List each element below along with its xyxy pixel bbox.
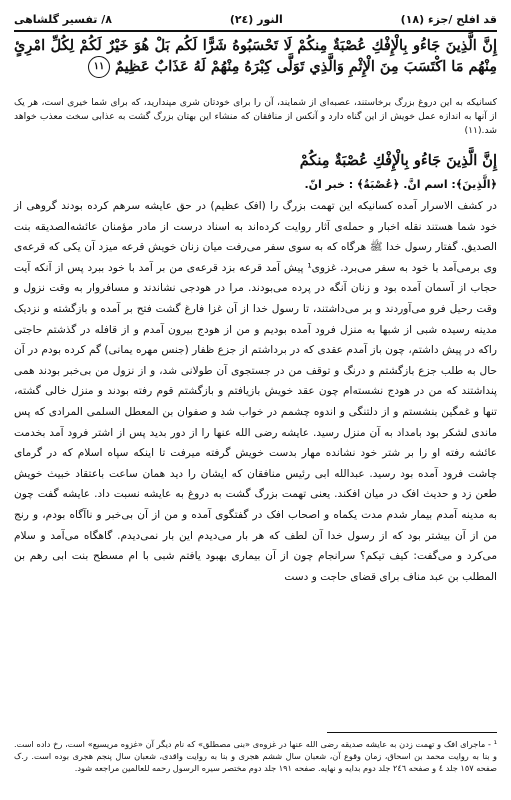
footnote: ¹ - ماجرای افک و تهمت زدن به عایشه صدیقه رضی الله عنها در غزوه‌ی «بنی مصطلق» که نام دیگر آن «غزوه مریسیع» است، رخ داده است. و بنا به روایت محمد بن اسحاق، زمان وقوع آن، شعبان سال ششم هجری و بنا به روایت واقدی، شعبان سال پنجم هجری بوده است. ر.ک صفحه ١٥٧ جلد ٤ و صفحه ٢٤٦ جلد دوم بدایه و نهایه. صفحه ١٩١ جلد دوم مختصر سیره الرسول رحمه للعالمین مراجعه شود. [14, 739, 497, 773]
commentary-body: در کشف الاسرار آمده کسانیکه این تهمت بزرگ را (افک عظیم) در حق عایشه سرهم کرده بودند گروهی از خود شما هستند نقله اخبار و حمله‌ی آثار روایت کرده‌اند به اسناد درست از مادر مؤمنان عائشه‌الصدیقه بنت الصدیق. گفتار رسول خدا ﷺ هرگاه که به سوی سفر می‌رفت میان زنان خویش قرعه میزد آن یکی که قرعه‌ی وی برمی‌آمد با خود به سفر می‌برد. غزوی¹ پیش آمد قرعه بزد قرعه‌ی من بر آمد با خود ببرد پس از آنکه آیت حجاب از آسمان آمده بود و زنان آنگه در پرده می‌بودند. مرا در هودجی نشاندند و مسافروار به وقت نزول و وقت رحیل فرو می‌آوردند و بر می‌داشتند، تا رسول خدا از آن غزا فارغ گشت فتح بر آمده و بازگشته و نزدیک مدینه رسیده شبی از شبها به منزل فرود آمده بودیم و من از هودج بیرون آمدم و از قافله در گذشتم حاجتی راکه در پیش داشتم، چون باز آمدم عقدی که در برداشتم از جزع ظفار (جنس مهره یمانی) گم کرده بودم در آن حال به طلب جزع بازگشتم و درنگ و توقف من در جستجوی آن طولانی شد، و از نزول من بی‌خبر بودند همی پنداشتند که من در هودج نشسته‌ام چون عقد خویش بازیافتم و بازگشتم قوم رفته بودند و منزل خالی گشته، تنها و غمگین بنشستم و از دلتنگی و اندوه چشمم در خواب شد و صفوان بن المعطل السلمی المرادی که پس ماندی لشکر بود بامداد به آن منزل رسید. عایشه رضی الله عنها را از دور بدید پس از اشتر فرود آمد بخدمت عائشه رفته او را بر شتر خود نشانده مهار بدست خویش گرفته میرفت تا اینکه سپاه اسلام که در گرمای چاشت فرود آمده بود رسید. عبدالله ابی رئیس منافقان که ایشان را دید همان ساعت باعتقاد خبیث خویش طعن زد و حدیث افک در میان افکند. یعنی تهمت بزرگ گشت به دروغ به عایشه نسبت داد. عایشه گفت چون به مدینه آمدم بیمار شدم مدت یکماه و اصحاب افک در گفتگوی آمده و من از آن بی‌خبر و ناآگاه بودم، و رنج من از آن بیشتر بود که از رسول خدا آن لطف که هر بار می‌دیدم این بار نمی‌دیدم. گاهگاه می‌آمد و سلام می‌کرد و می‌گفت: کیف تیکم؟ سرانجام چون از آن بیماری بهبود یافتم شبی با ام مسطح بنت ابی رهم بن المطلب بن عبد مناف برای قضای حاجت و دست [14, 200, 498, 583]
footnote-divider [327, 732, 497, 733]
verse-number-marker: ١١ [88, 56, 110, 78]
verse-text: إِنَّ الَّذِينَ جَاءُو بِالْإِفْكِ عُصْبَةٌ مِنكُمْ لَا تَحْسَبُوهُ شَرًّا لَكُم بَلْ هُوَ خَيْرٌ لَكُمْ لِكُلِّ امْرِئٍ مِنْهُم مَا اكْتَسَبَ مِنَ الْإِثْمِ وَالَّذِي تَوَلَّى كِبْرَهُ مِنْهُمْ لَهُ عَذَابٌ عَظِيمٌ [14, 37, 497, 75]
quran-verse [14, 36, 497, 78]
verse-translation: کسانیکه به این دروغ بزرگ برخاستند، عصبه‌ای از شمایند، آن را برای خودتان شری مپندارید، که برای شما خیری است، هر یک از آنها به اندازه عمل خویش از این گناه دارد و آنکس از منافقان که منشاء این بهتان بزرگ گشت به عذابی سخت معذب خواهد شد.(١١) [14, 97, 497, 136]
header-book-title: ٨/ تفسیر گلشاهی [14, 12, 112, 26]
header-volume: قد افلح /جزء (١٨) [400, 12, 497, 26]
header-surah: النور (٢٤) [229, 12, 283, 26]
page-header [14, 8, 497, 32]
grammar-note: ﴿الَّذِينَ﴾: اسم انَّ. ﴿عُصْبَةٌ﴾ : خبر انّ. [304, 178, 497, 191]
verse-quote: إِنَّ الَّذِينَ جَاءُو بِالْإِفْكِ عُصْبَةٌ مِنكُمْ [299, 152, 497, 169]
